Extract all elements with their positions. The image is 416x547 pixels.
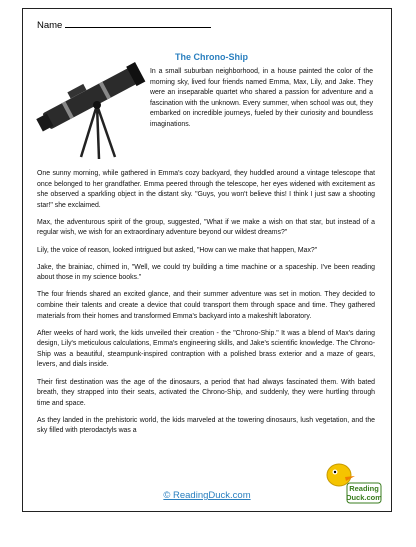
svg-text:Duck.com: Duck.com xyxy=(346,493,382,502)
story-paragraph: The four friends shared an excited glance, and their summer adventure was set in motion. They decided to combine their talents and create a device that could transport them through space and time. They gathered materials from their homes and transformed Emma's backyard into a makeshift laboratory. xyxy=(37,291,375,320)
footer-link[interactable]: © ReadingDuck.com xyxy=(163,490,251,501)
name-blank-line[interactable] xyxy=(65,19,211,28)
story-intro-paragraph: In a small suburban neighborhood, in a house painted the color of the morning sky, lived four friends named Emma, Max, Lily, and Jake. They were an inseparable quartet who shared a passion for adventure and a fascination with the unknown. Every summer, when school was out, they embarked on incredible journeys, fueled by their curiosity and boundless imaginations. xyxy=(150,68,373,128)
story-paragraph: Lily, the voice of reason, looked intrigued but asked, "How can we make that happen, Max?" xyxy=(37,246,318,254)
story-paragraph: Max, the adventurous spirit of the group, suggested, "What if we make a wish on that star, but instead of a regular wish, we wish for an extraordinary adventure beyond our wildest dreams?" xyxy=(37,218,375,237)
story-paragraph: Their first destination was the age of the dinosaurs, a period that had always fascinated them. With bated breath, they strapped into their seats, activated the Chrono-Ship, and suddenly, they were hurtling through time and space. xyxy=(37,378,375,407)
telescope-illustration xyxy=(33,53,163,163)
footer-credit xyxy=(23,490,391,501)
svg-text:Reading: Reading xyxy=(349,484,379,493)
name-field-row xyxy=(37,19,211,31)
story-paragraph: Jake, the brainiac, chimed in, "Well, we could try building a time machine or a spaceship. I've been reading about those in my science books." xyxy=(37,263,375,282)
story-paragraph: After weeks of hard work, the kids unveiled their creation - the "Chrono-Ship." It was a blend of Max's daring design, Lily's meticulous calculations, Emma's engineering skills, and Jake's scientific knowledge. The Chrono-Ship was a beautiful, steampunk-inspired contraption with a polished brass exterior and a maze of gears, levers, and dials inside. xyxy=(37,329,375,369)
name-label: Name xyxy=(37,20,63,31)
story-body xyxy=(37,169,375,443)
worksheet-page xyxy=(22,8,392,512)
story-paragraph: One sunny morning, while gathered in Emma's cozy backyard, they huddled around a vintage telescope that once belonged to her grandfather. Emma peered through the telescope, her eyes widened with excitement as she observed a sparkling object in the distant sky. "Guys, you won't believe this! I think I just saw a shooting star!" she exclaimed. xyxy=(37,170,375,209)
story-paragraph: As they landed in the prehistoric world, the kids marveled at the towering dinosaurs, lush vegetation, and the sky filled with pterodactyls was a xyxy=(37,416,375,435)
story-title: The Chrono-Ship xyxy=(175,52,248,62)
